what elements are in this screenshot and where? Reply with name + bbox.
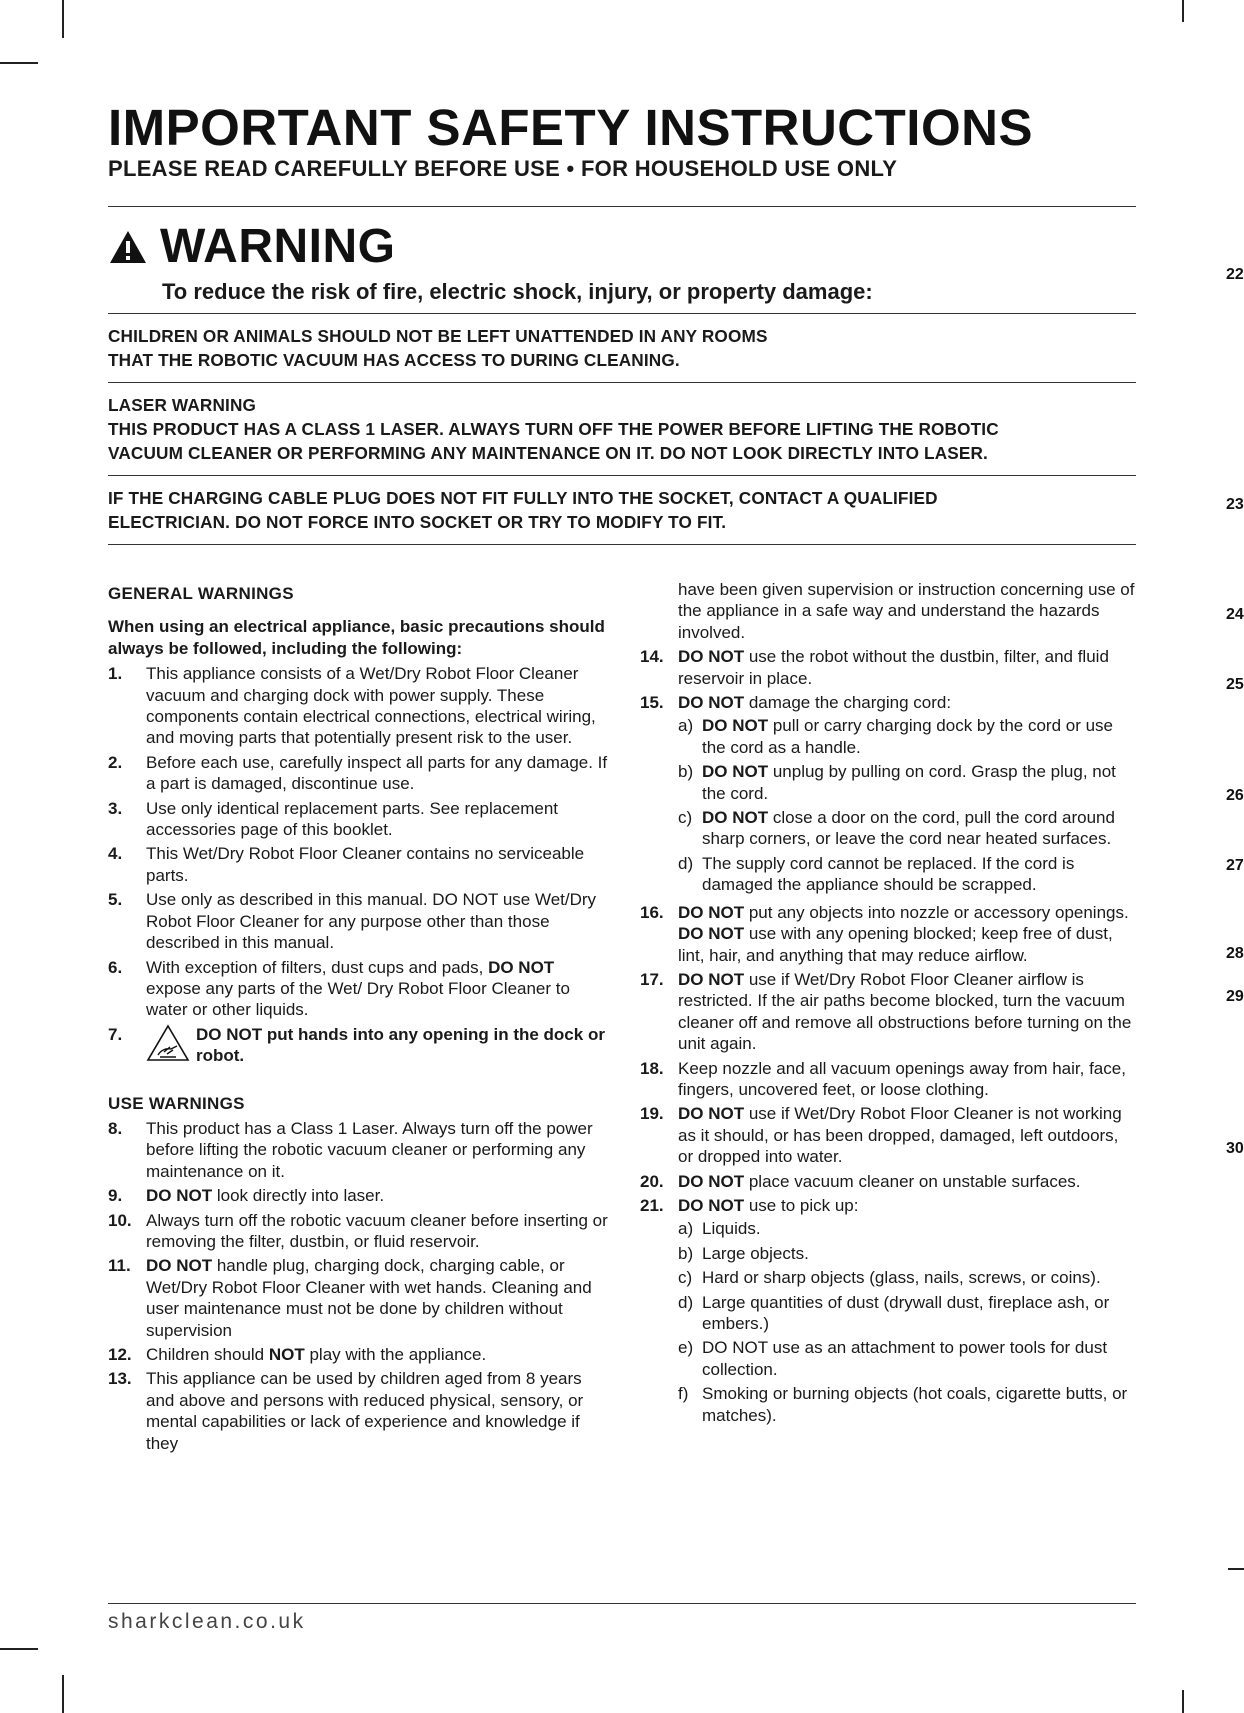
sub-item-text: [702, 1383, 1136, 1426]
sub-item: [678, 715, 1136, 758]
sub-item-text: [702, 807, 1136, 850]
sub-item-text: [702, 853, 1136, 896]
item-text-part: use the robot without the dustbin, filter, and fluid reservoir in place.: [678, 647, 1109, 688]
sub-item-text-part: DO NOT use as an attachment to power tools for dust collection.: [702, 1338, 1108, 1379]
item-text: [146, 1255, 608, 1341]
crop-mark: [1228, 1568, 1244, 1570]
item-number: 21.: [640, 1195, 664, 1215]
notice-line: IF THE CHARGING CABLE PLUG DOES NOT FIT FULLY INTO THE SOCKET, CONTACT A QUALIFIED: [108, 488, 938, 508]
item-number: 6.: [108, 957, 123, 977]
item-number: 20.: [640, 1171, 664, 1191]
list-item: [108, 1210, 608, 1253]
sub-item-text: [702, 1337, 1136, 1380]
sub-item-text-part: Hard or sharp objects (glass, nails, screws, or coins).: [702, 1268, 1101, 1288]
item-number: 2.: [108, 752, 123, 772]
item-text-part: handle plug, charging dock, charging cable, or Wet/Dry Robot Floor Cleaner with wet hands. Cleaning and user maintenance must not be done by children without supervision: [146, 1256, 592, 1340]
item-text-part: expose any parts of the Wet/ Dry Robot Floor Cleaner to water or other liquids.: [146, 978, 570, 1020]
item-text: [146, 1368, 608, 1454]
item-text-part: Children should: [146, 1345, 269, 1364]
item-text-part: put any objects into nozzle or accessory openings.: [744, 902, 1129, 922]
item-text: [678, 1058, 1136, 1101]
list-item: [640, 646, 1136, 689]
sub-item-letter: d): [678, 853, 694, 873]
page-subtitle: PLEASE READ CAREFULLY BEFORE USE • FOR HOUSEHOLD USE ONLY: [108, 156, 898, 181]
list-item: [640, 1103, 1136, 1167]
item-text-part: look directly into laser.: [212, 1186, 385, 1206]
do-not-emphasis: DO NOT: [678, 1104, 745, 1124]
sub-item-text-part: Liquids.: [702, 1219, 761, 1239]
notice-heading: LASER WARNING: [108, 395, 257, 415]
item-text-part: Always turn off the robotic vacuum cleaner before inserting or removing the filter, dustbin, or fluid reservoir.: [146, 1210, 608, 1251]
sub-item-text: [702, 1243, 1136, 1264]
item-text: [678, 692, 1136, 899]
notice-line: VACUUM CLEANER OR PERFORMING ANY MAINTENANCE ON IT. DO NOT LOOK DIRECTLY INTO LASER.: [108, 443, 988, 463]
notice-line: THIS PRODUCT HAS A CLASS 1 LASER. ALWAYS TURN OFF THE POWER BEFORE LIFTING THE ROBOTIC: [108, 419, 999, 439]
edge-page-number: 25: [1226, 676, 1244, 693]
general-warnings-lead: When using an electrical appliance, basic precautions should always be followed, including the following:: [108, 617, 605, 658]
item-text-part: use to pick up:: [744, 1195, 859, 1215]
do-not-emphasis: DO NOT: [678, 693, 745, 713]
item-text: [146, 663, 608, 749]
list-item: [640, 969, 1136, 1055]
sub-item: [678, 1267, 1136, 1288]
do-not-emphasis: DO NOT: [678, 647, 745, 667]
list-item: [640, 692, 1136, 899]
list-item: [108, 1255, 608, 1341]
sub-item-text: [702, 761, 1136, 804]
do-not-emphasis: DO NOT: [678, 1171, 745, 1191]
notice-children: [108, 314, 1136, 382]
crop-mark: [1182, 0, 1184, 22]
item-text: [678, 1195, 1136, 1429]
sub-item-text-part: close a door on the cord, pull the cord around sharp corners, or leave the cord near heated surfaces.: [702, 808, 1115, 849]
item-text-part: use if Wet/Dry Robot Floor Cleaner airflow is restricted. If the air paths become blocked, turn the vacuum cleaner off and remove all obstructions before turning on the unit again.: [678, 969, 1132, 1054]
item-text: [146, 798, 608, 841]
item-text-part: play with the appliance.: [304, 1345, 487, 1364]
warning-title: WARNING: [160, 220, 396, 273]
item-text: [678, 1171, 1136, 1192]
item-text: [146, 752, 608, 795]
sub-item-letter: d): [678, 1292, 694, 1312]
sub-item-text-part: pull or carry charging dock by the cord or use the cord as a handle.: [702, 716, 1113, 757]
item-number: 17.: [640, 969, 664, 989]
sub-item: [678, 853, 1136, 896]
list-item: [108, 663, 608, 749]
list-item: [108, 1185, 608, 1206]
list-item: [108, 1118, 608, 1182]
item-number: 7.: [108, 1024, 123, 1044]
edge-page-number: 30: [1226, 1140, 1244, 1157]
item-text-part: With exception of filters, dust cups and pads,: [146, 957, 489, 977]
edge-page-number: 22: [1226, 266, 1244, 283]
do-not-emphasis: DO NOT: [146, 1186, 213, 1206]
item-number: 11.: [108, 1256, 131, 1276]
right-column: [640, 579, 1136, 1457]
list-item: [640, 1195, 1136, 1429]
list-item: [108, 752, 608, 795]
list-item: [640, 1171, 1136, 1192]
sub-item-letter: a): [678, 1219, 694, 1239]
crop-mark: [0, 62, 38, 64]
notice-line: ELECTRICIAN. DO NOT FORCE INTO SOCKET OR TRY TO MODIFY TO FIT.: [108, 512, 727, 532]
item-text-part: use with any opening blocked; keep free of dust, lint, hair, and anything that may reduce airflow.: [678, 924, 1113, 965]
use-warnings-list: [108, 1118, 608, 1454]
edge-page-number: 27: [1226, 857, 1244, 874]
item-text-part: This Wet/Dry Robot Floor Cleaner contains no serviceable parts.: [146, 844, 585, 885]
item-text: [678, 646, 1136, 689]
item-number: 18.: [640, 1058, 664, 1078]
notice-plug: [108, 476, 1136, 544]
sub-item-text-part: Large objects.: [702, 1243, 809, 1263]
item-number: 12.: [108, 1345, 132, 1364]
item-number: 8.: [108, 1118, 123, 1138]
do-not-emphasis: DO NOT: [146, 1256, 213, 1276]
edge-page-number: 23: [1226, 496, 1244, 513]
item-number: 13.: [108, 1369, 132, 1389]
item-number: 5.: [108, 890, 123, 910]
sub-item-text: [702, 1267, 1136, 1288]
divider: [108, 544, 1136, 545]
sub-item-letter: c): [678, 1268, 693, 1288]
sub-item-letter: e): [678, 1338, 694, 1358]
list-item: [108, 889, 608, 953]
item-text: [146, 1210, 608, 1253]
item-number: 16.: [640, 902, 664, 922]
item-number: 10.: [108, 1210, 132, 1230]
do-not-emphasis: DO NOT: [678, 969, 745, 989]
do-not-emphasis: NOT: [268, 1345, 305, 1364]
item-text: [146, 843, 608, 886]
item-text-part: damage the charging cord:: [744, 693, 952, 713]
sub-item-letter: b): [678, 762, 694, 782]
item-text-part: This appliance consists of a Wet/Dry Robot Floor Cleaner vacuum and charging dock with power supply. These components contain electrical connections, electrical wiring, and moving parts that potentially present risk to the user.: [146, 664, 596, 748]
sub-item: [678, 1383, 1136, 1426]
edge-page-number: 26: [1226, 787, 1244, 804]
item-text-part: place vacuum cleaner on unstable surfaces.: [744, 1171, 1081, 1191]
list-item: [108, 957, 608, 1021]
sub-item: [678, 807, 1136, 850]
sub-item: [678, 1337, 1136, 1380]
item-text: DO NOT put hands into any opening in the dock or robot.: [196, 1024, 605, 1066]
do-not-emphasis: DO NOT: [678, 924, 745, 944]
hand-warning-icon: [146, 1024, 190, 1062]
item-text-part: Use only as described in this manual. DO NOT use Wet/Dry Robot Floor Cleaner for any purpose other than those described in this manual.: [146, 890, 597, 953]
item-number: 15.: [640, 693, 664, 713]
do-not-emphasis: DO NOT: [702, 808, 769, 828]
right-warnings-list: [640, 646, 1136, 1429]
left-column: [108, 583, 608, 1457]
item-number: 3.: [108, 798, 123, 818]
sub-item-text-part: Large quantities of dust (drywall dust, fireplace ash, or embers.): [702, 1292, 1110, 1333]
item-text: [678, 969, 1136, 1055]
item-text-part: This appliance can be used by children aged from 8 years and above and persons with reduced physical, sensory, or mental capabilities or lack of experience and knowledge if they: [146, 1369, 584, 1453]
crop-mark: [1182, 1690, 1184, 1713]
item-number: 14.: [640, 647, 664, 667]
crop-mark: [62, 1675, 64, 1713]
edge-page-number: 24: [1226, 606, 1244, 623]
notice-line: CHILDREN OR ANIMALS SHOULD NOT BE LEFT UNATTENDED IN ANY ROOMS: [108, 326, 768, 346]
list-item: [108, 798, 608, 841]
sub-item-text: [702, 1292, 1136, 1335]
page-title: IMPORTANT SAFETY INSTRUCTIONS: [108, 99, 1033, 156]
sub-item-text: [702, 715, 1136, 758]
sub-item-letter: c): [678, 808, 693, 828]
item-text-part: use if Wet/Dry Robot Floor Cleaner is not working as it should, or has been dropped, damaged, left outdoors, or dropped into water.: [678, 1104, 1122, 1167]
do-not-emphasis: DO NOT: [678, 1195, 745, 1215]
sub-item-text-part: unplug by pulling on cord. Grasp the plug, not the cord.: [702, 762, 1116, 803]
sub-item: [678, 761, 1136, 804]
item-text: [678, 902, 1136, 966]
edge-page-number: 28: [1226, 945, 1244, 962]
sub-item: [678, 1243, 1136, 1264]
item-text: [146, 1344, 608, 1365]
sub-item: [678, 1218, 1136, 1239]
notice-laser: [108, 383, 1136, 475]
two-column-body: [108, 580, 1136, 1457]
item-text: [146, 889, 608, 953]
item-number: 9.: [108, 1186, 123, 1206]
warning-subtitle: To reduce the risk of fire, electric shock, injury, or property damage:: [162, 279, 873, 304]
warning-heading: [108, 220, 1136, 273]
crop-mark: [0, 1648, 38, 1650]
item-text-part: This product has a Class 1 Laser. Always turn off the power before lifting the robotic vacuum cleaner or performing any maintenance on it.: [146, 1118, 593, 1181]
sub-item-letter: a): [678, 716, 694, 736]
notice-line: THAT THE ROBOTIC VACUUM HAS ACCESS TO DURING CLEANING.: [108, 350, 680, 370]
divider: [108, 1603, 1136, 1604]
do-not-emphasis: DO NOT: [702, 762, 769, 782]
item-text-part: Use only identical replacement parts. See replacement accessories page of this booklet.: [146, 798, 558, 840]
general-warnings-list: [108, 663, 608, 1021]
item-text: [146, 1185, 608, 1206]
list-item: [108, 1368, 608, 1454]
footer-url: sharkclean.co.uk: [108, 1610, 306, 1633]
list-item: [640, 902, 1136, 966]
do-not-emphasis: DO NOT: [702, 716, 769, 736]
sub-item-letter: b): [678, 1243, 694, 1263]
item-text: [678, 1103, 1136, 1167]
item-text: [146, 957, 608, 1021]
edge-page-number: 29: [1226, 988, 1244, 1005]
sub-item: [678, 1292, 1136, 1335]
list-item: [108, 1344, 608, 1365]
use-warnings-title: USE WARNINGS: [108, 1093, 245, 1113]
general-warnings-title: GENERAL WARNINGS: [108, 584, 294, 603]
item-text-part: Before each use, carefully inspect all parts for any damage. If a part is damaged, discontinue use.: [146, 752, 608, 794]
warning-triangle-icon: [108, 229, 148, 265]
list-item: [108, 843, 608, 886]
divider: [108, 206, 1136, 207]
sub-item-text-part: Smoking or burning objects (hot coals, cigarette butts, or matches).: [702, 1384, 1128, 1425]
sub-item-text-part: The supply cord cannot be replaced. If the cord is damaged the appliance should be scrapped.: [702, 853, 1075, 895]
crop-mark: [62, 0, 64, 38]
item-text: [146, 1118, 608, 1182]
item-text-part: Keep nozzle and all vacuum openings away from hair, face, fingers, uncovered feet, or loose clothing.: [678, 1058, 1126, 1099]
list-item: [108, 1024, 608, 1067]
do-not-emphasis: DO NOT: [678, 902, 745, 922]
list-item: [640, 1058, 1136, 1101]
item-number: 1.: [108, 664, 123, 684]
item-13-continued: have been given supervision or instruction concerning use of the appliance in a safe way and understand the hazards involved.: [678, 580, 1135, 642]
document-page: [108, 100, 1136, 1457]
do-not-emphasis: DO NOT: [488, 957, 555, 977]
item-number: 19.: [640, 1104, 664, 1124]
sub-item-letter: f): [678, 1384, 689, 1404]
item-number: 4.: [108, 844, 123, 864]
sub-item-text: [702, 1218, 1136, 1239]
